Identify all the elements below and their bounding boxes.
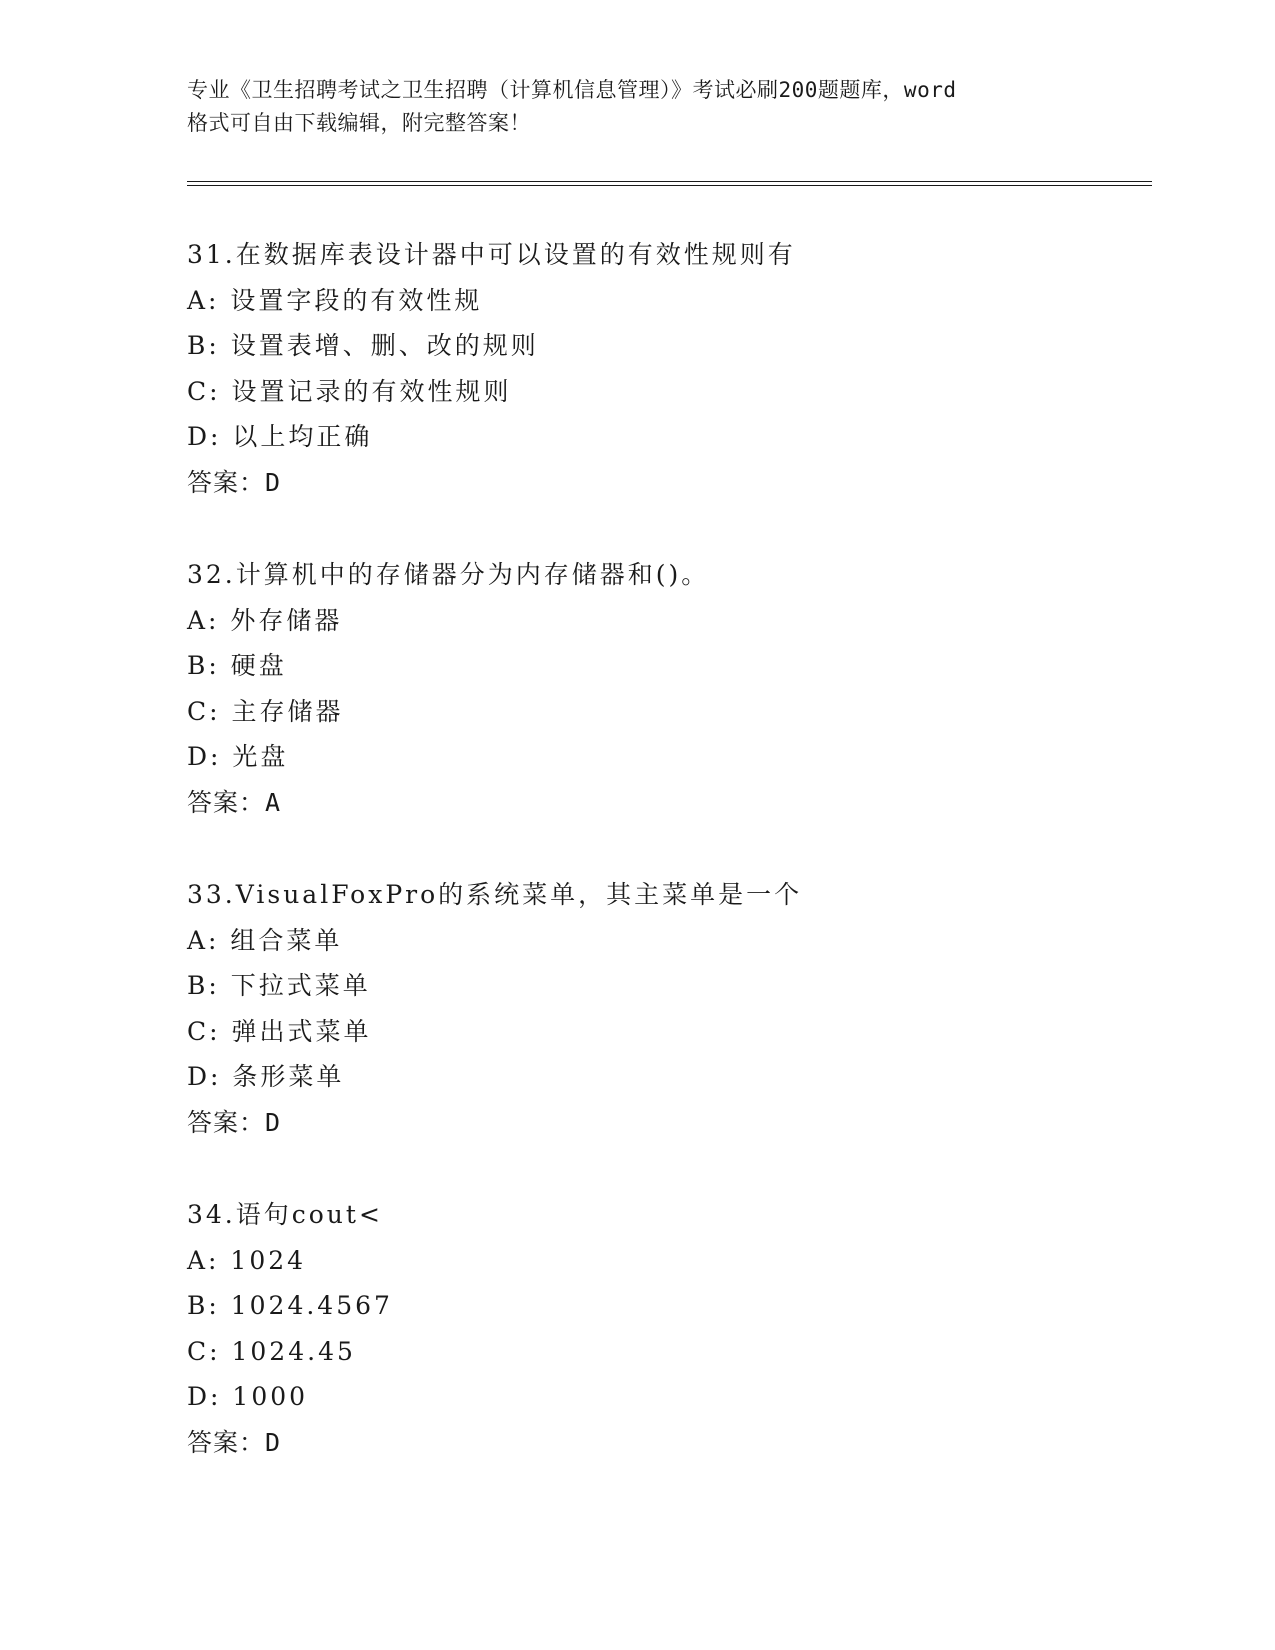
option-d: D: 条形菜单 xyxy=(187,1062,345,1092)
option-d: D: 以上均正确 xyxy=(187,422,373,452)
option-c: C: 设置记录的有效性规则 xyxy=(187,376,512,406)
option-a: A: 组合菜单 xyxy=(187,925,343,955)
option-b: B: 1024.4567 xyxy=(187,1291,393,1321)
option-b: B: 设置表增、删、改的规则 xyxy=(187,331,539,361)
document-header xyxy=(187,74,1087,140)
header-divider-bottom xyxy=(187,185,1152,186)
option-a: A: 设置字段的有效性规 xyxy=(187,285,483,315)
question-stem: 33.VisualFoxPro的系统菜单，其主菜单是一个 xyxy=(187,880,803,909)
header-line-2: 格式可自由下载编辑，附完整答案！ xyxy=(187,111,531,135)
option-a: A: 1024 xyxy=(187,1245,307,1275)
option-b: B: 下拉式菜单 xyxy=(187,971,371,1001)
option-d: D: 光盘 xyxy=(187,742,289,772)
option-c: C: 1024.45 xyxy=(187,1336,356,1366)
option-d: D: 1000 xyxy=(187,1382,309,1412)
question-block xyxy=(187,232,1147,506)
question-stem: 34.语句cout< xyxy=(187,1200,383,1229)
option-b: B: 硬盘 xyxy=(187,651,287,681)
option-c: C: 弹出式菜单 xyxy=(187,1016,372,1046)
answer: 答案：D xyxy=(187,467,282,497)
question-block xyxy=(187,552,1147,826)
answer: 答案：D xyxy=(187,1427,282,1457)
question-block xyxy=(187,872,1147,1146)
question-block xyxy=(187,1192,1147,1466)
header-divider-top xyxy=(187,181,1152,182)
answer: 答案：A xyxy=(187,787,282,817)
question-stem: 32.计算机中的存储器分为内存储器和()。 xyxy=(187,560,710,589)
answer: 答案：D xyxy=(187,1107,282,1137)
question-stem: 31.在数据库表设计器中可以设置的有效性规则有 xyxy=(187,240,796,269)
option-a: A: 外存储器 xyxy=(187,605,343,635)
header-line-1: 专业《卫生招聘考试之卫生招聘（计算机信息管理）》考试必刷200题题库，word xyxy=(187,78,957,102)
option-c: C: 主存储器 xyxy=(187,696,344,726)
